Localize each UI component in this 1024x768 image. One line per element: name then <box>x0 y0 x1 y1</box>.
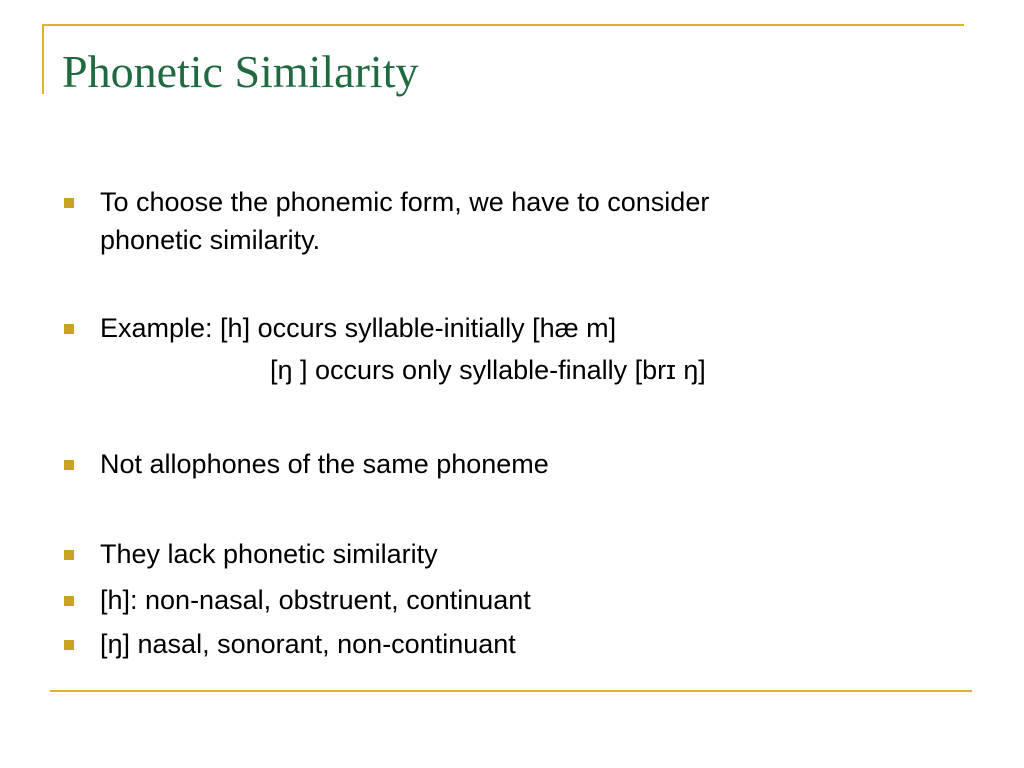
bullet-text: They lack phonetic similarity <box>100 539 438 569</box>
square-bullet-icon <box>64 596 74 606</box>
square-bullet-icon <box>64 324 74 334</box>
slide-title: Phonetic Similarity <box>62 46 419 97</box>
square-bullet-icon <box>64 198 74 208</box>
bullet-text: Not allophones of the same phoneme <box>100 449 549 479</box>
bullet-text: [h]: non-nasal, obstruent, continuant <box>100 585 531 615</box>
bullet-text: To choose the phonemic form, we have to consider <box>100 187 710 217</box>
square-bullet-icon <box>64 460 74 470</box>
footer-rule <box>50 690 972 692</box>
bullet-text-continuation: phonetic similarity. <box>100 225 321 255</box>
square-bullet-icon <box>64 640 74 650</box>
square-bullet-icon <box>64 550 74 560</box>
bullet-text-continuation: [ŋ ] occurs only syllable-finally [brɪ ŋ] <box>270 355 706 385</box>
bullet-text: [ŋ] nasal, sonorant, non-continuant <box>100 629 516 659</box>
bullet-text: Example: [h] occurs syllable-initially [hæ m] <box>100 313 617 343</box>
